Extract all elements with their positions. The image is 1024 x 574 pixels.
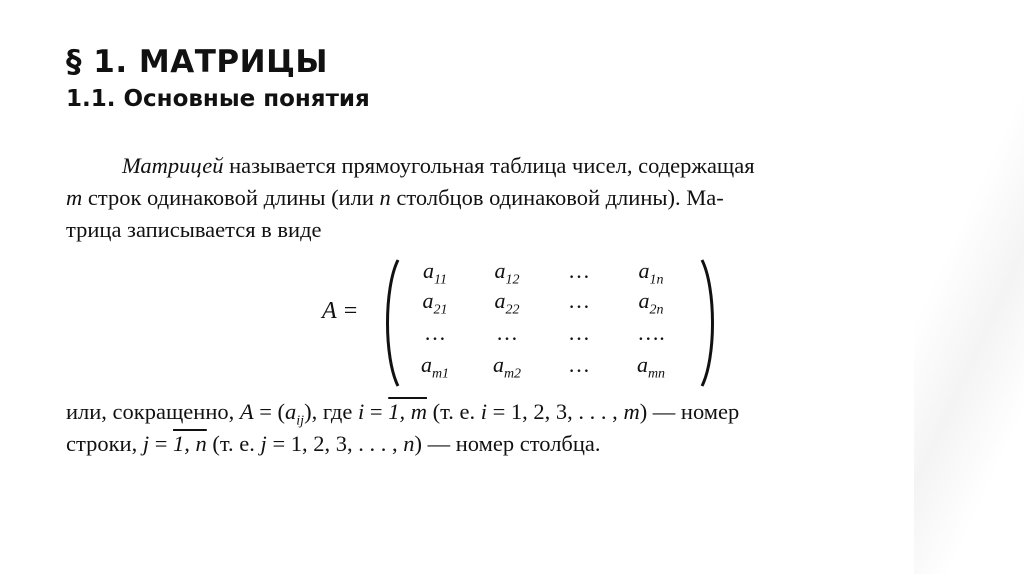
matrix-cell: $a_{12}$	[494, 258, 520, 288]
matrix-cell: …	[568, 352, 590, 377]
matrix-cell: $a_{11}$	[423, 258, 447, 288]
matrix-cell: …	[496, 320, 518, 345]
right-paren	[698, 258, 720, 388]
matrix-cell: …	[568, 258, 590, 283]
footer-line-1: или, сокращенно, $A = (a_{ij})$, где i = 1, m (т. е. i = 1, 2, 3, . . . , m) — номер	[66, 399, 740, 429]
matrix-cell: …	[568, 320, 590, 345]
matrix-lhs: A =	[322, 298, 359, 324]
definition-text-2a: строк одинаковой длины (или	[87, 185, 374, 210]
slide-corner-decoration	[914, 0, 1024, 574]
range-1-m: 1, m	[388, 399, 427, 424]
subsection-title: 1.1. Основные понятия	[66, 86, 370, 112]
matrix-cell: …	[424, 320, 446, 345]
definition-line-3: трица записывается в виде	[66, 217, 322, 242]
matrix-formula	[322, 258, 722, 388]
definition-text-2b: столбцов одинаковой длины). Ма-	[396, 185, 724, 210]
matrix-cell: $a_{m1}$	[420, 352, 450, 382]
matrix-cell: ….	[637, 320, 665, 345]
matrix-cell: …	[568, 288, 590, 313]
var-m: m	[66, 185, 83, 210]
definition-line-1	[66, 150, 1022, 182]
matrix-cell: $a_{21}$	[422, 288, 448, 318]
range-1-n: 1, n	[173, 431, 207, 456]
term-matrix: Матрицей	[122, 153, 224, 178]
matrix-cell: $a_{22}$	[494, 288, 520, 318]
matrix-cell: $a_{2n}$	[638, 288, 664, 318]
left-paren	[380, 258, 402, 388]
matrix-cell: $a_{1n}$	[638, 258, 664, 288]
matrix-cell: $a_{m2}$	[492, 352, 522, 382]
footer-line-2: строки, j = 1, n (т. е. j = 1, 2, 3, . . . , n) — номер столбца.	[66, 431, 601, 456]
definition-text-1: называется прямоугольная таблица чисел, содержащая	[229, 153, 755, 178]
section-title: § 1. МАТРИЦЫ	[66, 44, 328, 80]
matrix-cell: $a_{mn}$	[636, 352, 666, 382]
var-n: n	[379, 185, 391, 210]
definition-line-2	[66, 182, 966, 214]
